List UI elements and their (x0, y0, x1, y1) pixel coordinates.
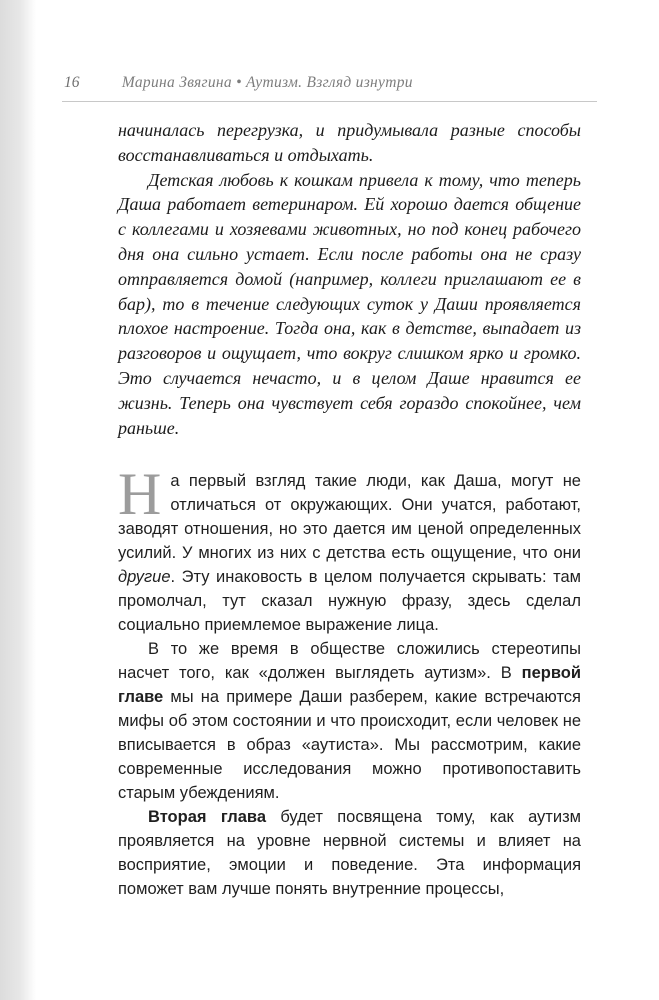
bold-text-first-chapter: первой главе (118, 664, 581, 707)
paragraph-text: мы на примере Даши разберем, какие встречаются мифы об этом состоянии и что происходит, если человек не вписывается в образ «аутиста». Мы рассмотрим, какие современные исследования можно противопоставить старым убеждениям. (118, 688, 581, 803)
header-divider (62, 101, 597, 102)
paragraph-text: будет посвящена тому, как аутизм проявляется на уровне нервной системы и влияет на восприятие, эмоции и поведение. Эта информация поможет вам лучше понять внутренние процессы, (118, 808, 581, 899)
page-number: 16 (64, 74, 80, 91)
bold-text-second-chapter: Вторая глава (148, 808, 267, 827)
paragraph-text: В то же время в обществе сложились стереотипы насчет того, как «должен выглядеть аутизм». В (118, 640, 581, 683)
paragraph-text: . Эту инаковость в целом получается скрывать: там промолчал, тут сказал нужную фразу, здесь сделал социально приемлемое выражение лица. (118, 568, 581, 635)
page-header (64, 74, 597, 92)
body-section (118, 461, 581, 901)
running-title: Марина Звягина • Аутизм. Взгляд изнутри (121, 74, 413, 91)
narrative-section (118, 118, 581, 440)
paragraph-text: а первый взгляд такие люди, как Даша, могут не отличаться от окружающих. Они учатся, работают, заводят отношения, но это дается им ценой определенных усилий. У многих из них с детства есть ощущение, что они (118, 472, 581, 563)
body-paragraph-1 (118, 461, 581, 637)
page-edge-shadow (0, 0, 36, 1000)
narrative-paragraph-1: начиналась перегрузка, и придумывала разные способы восстанавливаться и отдыхать. (118, 120, 581, 165)
narrative-paragraph-2: Детская любовь к кошкам привела к тому, что теперь Даша работает ветеринаром. Ей хорошо дается общение с коллегами и хозяевами животных, но под конец рабочего дня она сильно устает. Если после работы она не сразу отправляется домой (например, коллеги приглашают ее в бар), то в течение следующих суток у Даши проявляется плохое настроение. Тогда она, как в детстве, выпадает из разговоров и ощущает, что вокруг слишком ярко и громко. Это случается нечасто, и в целом Даше нравится ее жизнь. Теперь она чувствует себя гораздо спокойнее, чем раньше. (118, 169, 581, 438)
body-paragraph-3 (118, 805, 581, 901)
drop-cap: Н (118, 461, 162, 528)
page-content (118, 118, 581, 901)
emphasis-text: другие (118, 568, 171, 587)
body-paragraph-2 (118, 637, 581, 805)
